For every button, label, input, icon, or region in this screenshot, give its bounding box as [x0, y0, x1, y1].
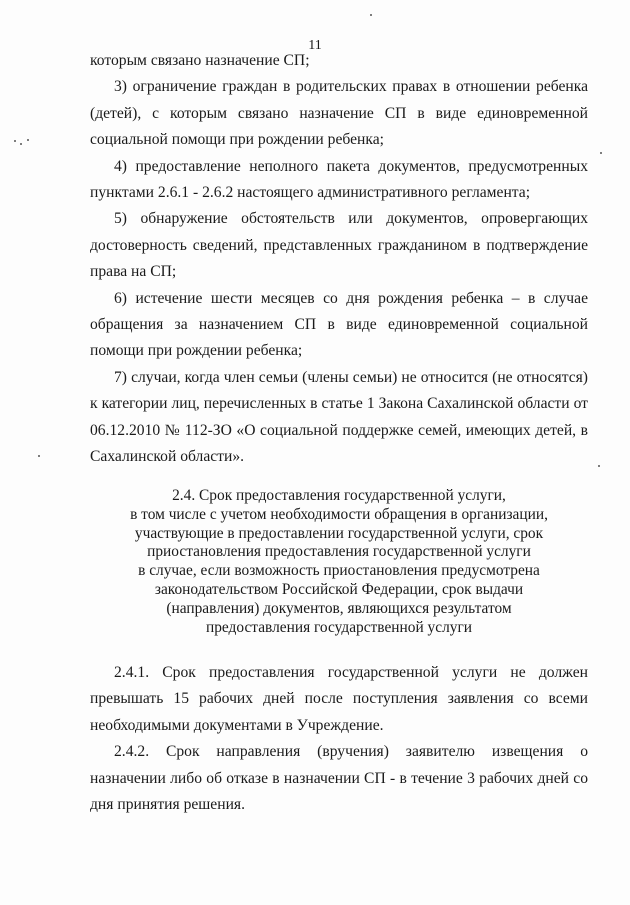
- paragraph-2-4-2: 2.4.2. Срок направления (вручения) заявителю извещения о назначении либо об отказе в назначении СП - в течение 3 рабочих дней со дня принятия решения.: [90, 743, 588, 814]
- section-heading-2-4: [90, 487, 588, 637]
- list-item-5: 5) обнаружение обстоятельств или документов, опровергающих достоверность сведений, представленных гражданином в подтверждение права на СП;: [90, 210, 588, 281]
- heading-line: законодательством Российской Федерации, срок выдачи: [154, 580, 524, 598]
- scan-speck: [20, 143, 22, 145]
- scan-speck: [600, 152, 602, 154]
- list-item-4: 4) предоставление неполного пакета документов, предусмотренных пунктами 2.6.1 - 2.6.2 настоящего административного регламента;: [90, 157, 588, 202]
- list-item-7: 7) случаи, когда член семьи (члены семьи) не относится (не относятся) к категории лиц, перечисленных в статье 1 Закона Сахалинской области от 06.12.2010 № 112-ЗО «О социальной поддержке семей, имеющих детей, в Сахалинской области».: [90, 368, 588, 466]
- paragraph-2-4-1: 2.4.1. Срок предоставления государственной услуги не должен превышать 15 рабочих дней после поступления заявления со всеми необходимыми документами в Учреждение.: [90, 664, 588, 734]
- heading-line: предоставления государственной услуги: [205, 618, 472, 636]
- grounds-list: [90, 48, 588, 471]
- heading-line: в случае, если возможность приостановления предусмотрена: [138, 562, 540, 580]
- heading-line: приостановления предоставления государственной услуги: [147, 543, 531, 561]
- page-number: 11: [308, 38, 322, 53]
- scan-speck: [14, 140, 16, 142]
- heading-line: в том числе с учетом необходимости обращения в организации,: [130, 505, 548, 523]
- heading-line: участвующие в предоставлении государственной услуги, срок: [134, 524, 544, 542]
- scan-speck: [370, 14, 372, 16]
- scan-speck: [598, 465, 600, 467]
- section-body-2-4: [90, 660, 588, 818]
- list-item-3: 3) ограничение граждан в родительских правах в отношении ребенка (детей), с которым связано назначение СП в виде единовременной социальной помощи при рождении ребенка;: [90, 78, 588, 149]
- heading-line: 2.4. Срок предоставления государственной услуги,: [172, 487, 506, 504]
- heading-line: (направления) документов, являющихся результатом: [166, 599, 512, 617]
- scan-speck: [27, 139, 29, 141]
- list-item-6: 6) истечение шести месяцев со дня рождения ребенка – в случае обращения за назначением СП в виде единовременной социальной помощи при рождении ребенка;: [90, 289, 588, 360]
- list-item-continuation: которым связано назначение СП;: [90, 52, 310, 69]
- scan-speck: [38, 455, 40, 457]
